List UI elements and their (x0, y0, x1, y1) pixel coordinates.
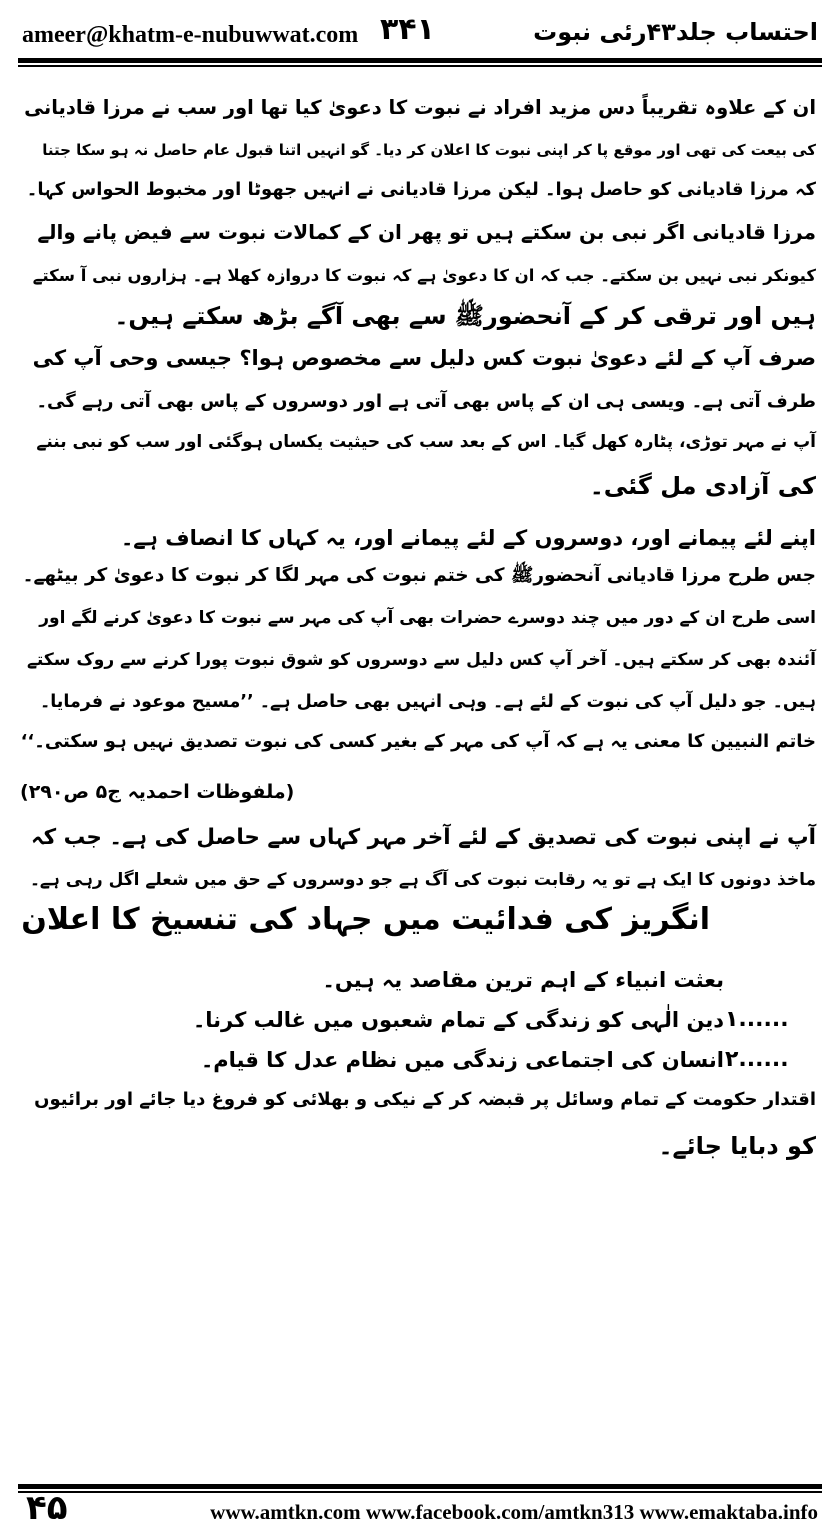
text-line-21: بعثت انبیاء کے اہم ترین مقاصد یہ ہیں۔ (322, 968, 724, 992)
header-rule (18, 58, 822, 63)
text-line-4: مرزا قادیانی اگر نبی بن سکتے ہیں تو پھر ان کے کمالات نبوت سے فیض پانے والے (37, 220, 816, 244)
text-line-16: خاتم النبیین کا معنی یہ ہے کہ آپ کی مہر کے بغیر کسی کی نبوت تصدیق نہیں ہو سکتی۔‘‘ (20, 731, 816, 752)
text-line-18: آپ نے اپنی نبوت کی تصدیق کے لئے آخر مہر کہاں سے حاصل کی ہے۔ جب کہ (31, 825, 816, 850)
text-line-6: ہیں اور ترقی کر کے آنحضورﷺ سے بھی آگے بڑھ سکتے ہیں۔ (114, 302, 816, 330)
header-rule-thin (18, 65, 822, 67)
text-line-24: اقتدار حکومت کے تمام وسائل پر قبضہ کر کے نیکی و بھلائی کو فروغ دیا جائے اور برائیوں (34, 1089, 816, 1110)
citation: (ملفوظات احمدیہ ج۵ ص۲۹۰) (20, 781, 295, 803)
list-item-2: انسان کی اجتماعی زندگی میں نظام عدل کا قیام۔ (200, 1048, 724, 1072)
text-line-1: ان کے علاوہ تقریباً دس مزید افراد نے نبوت کا دعویٰ کیا تھا اور سب نے مرزا قادیانی (24, 96, 816, 119)
text-line-19: ماخذ دونوں کا ایک ہے تو یہ رقابت نبوت کی آگ ہے جو دوسروں کے حق میں شعلے اگل رہی ہے۔ (29, 870, 816, 890)
footer-page-number: ۴۵ (26, 1488, 68, 1528)
text-line-2: کی بیعت کی تھی اور موقع پا کر اپنی نبوت کا اعلان کر دیا۔ گو انہیں اتنا قبول عام حاصل نہ ہو سکا جتنا (42, 141, 816, 159)
list-marker-1: ۱...... (725, 1007, 789, 1032)
list-marker-2: ۲...... (725, 1047, 789, 1072)
text-line-14: آئندہ بھی کر سکتے ہیں۔ آخر آپ کس دلیل سے دوسروں کو شوق نبوت پورا کرنے سے روک سکتے (26, 650, 816, 670)
footer-rule (18, 1484, 822, 1489)
text-line-11: اپنے لئے پیمانے اور، دوسروں کے لئے پیمانے اور، یہ کہاں کا انصاف ہے۔ (120, 526, 816, 550)
text-line-7: صرف آپ کے لئے دعویٰ نبوت کس دلیل سے مخصوص ہوا؟ جیسی وحی آپ کی (32, 346, 816, 370)
text-line-10: کی آزادی مل گئی۔ (589, 472, 816, 500)
header-page-number: ۳۴۱ (380, 12, 435, 47)
header-email: ameer@khatm-e-nubuwwat.com (22, 22, 359, 48)
list-item-1: دین الٰہی کو زندگی کے تمام شعبوں میں غالب کرنا۔ (192, 1008, 724, 1032)
header-book-title: احتساب جلد۴۳رئی نبوت (533, 18, 818, 46)
footer-rule-thin (18, 1491, 822, 1493)
text-line-8: طرف آتی ہے۔ ویسی ہی ان کے پاس بھی آتی ہے اور دوسروں کے پاس بھی آتی رہے گی۔ (36, 391, 816, 412)
text-line-15: ہیں۔ جو دلیل آپ کی نبوت کے لئے ہے۔ وہی انہیں بھی حاصل ہے۔ ’’مسیح موعود نے فرمایا۔ (39, 692, 816, 712)
text-line-3: کہ مرزا قادیانی کو حاصل ہوا۔ لیکن مرزا قادیانی نے انہیں جھوٹا اور مخبوط الحواس کہا۔ (26, 179, 816, 200)
section-heading: انگریز کی فدائیت میں جہاد کی تنسیخ کا اعلان (21, 902, 710, 937)
text-line-9: آپ نے مہر توڑی، پٹارہ کھل گیا۔ اس کے بعد سب کی حیثیت یکساں ہوگئی اور سب کو نبی بننے (36, 432, 816, 452)
text-line-13: اسی طرح ان کے دور میں چند دوسرے حضرات بھی آپ کی مہر سے نبوت کا دعویٰ کرنے لگے اور (39, 608, 816, 628)
text-line-25: کو دبایا جائے۔ (658, 1132, 816, 1160)
text-line-12: جس طرح مرزا قادیانی آنحضورﷺ کی ختم نبوت کی مہر لگا کر نبوت کا دعویٰ کر بیٹھے۔ (22, 565, 816, 586)
footer-links: www.amtkn.com www.facebook.com/amtkn313 www.emaktaba.info (210, 1500, 818, 1524)
text-line-5: کیونکر نبی نہیں بن سکتے۔ جب کہ ان کا دعویٰ ہے کہ نبوت کا دروازہ کھلا ہے۔ ہزاروں نبی آ سکتے (32, 266, 816, 285)
